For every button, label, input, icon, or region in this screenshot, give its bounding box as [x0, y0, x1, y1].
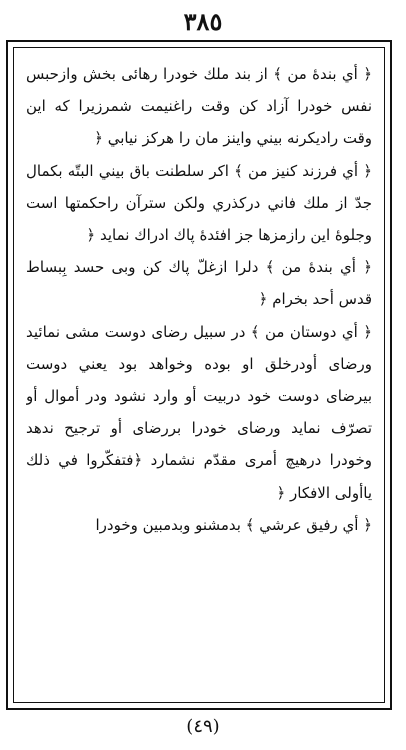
page-number: ٣٨٥	[183, 7, 223, 36]
page-border-outer	[6, 40, 392, 710]
paragraph-4: ﴿ أي دوستان من ﴾ در سبيل رضاى دوست مشى نمائيد ورضاى أودرخلق او بوده وخواهد بود يعني دوست بيرضاى دوست خود دربيت أو وارد نشود ودر أموال أو تصرّف نمايد ورضاى خودرا بررضاى أو ترجيح ندهد وخودرا درهيچ أمرى مقدّم نشمارد ﴿فتفكّروا في ذلك ياأولى الافكار ﴿	[26, 322, 372, 502]
paragraph-2: ﴿ أي فرزند كنيز من ﴾ اكر سلطنت باق بيني البتّه بكمال جدّ از ملك فاني دركذري ولكن سترآن راحكمتها است وجلوهٔ اين رازمزها جز افئدهٔ پاك ادراك نمايد ﴿	[26, 161, 372, 245]
page-border-inner	[13, 47, 385, 703]
paragraph-5: ﴿ أي رفيق عرشي ﴾ بدمشنو وبدمبين وخودرا	[95, 515, 372, 534]
signature-number: (٤٩)	[186, 716, 220, 737]
paragraph-1: ﴿ أي بندهٔ من ﴾ از بند ملك خودرا رهائى بخش وازحبس نفس خودرا آزاد كن وقت راغنيمت شمرزيرا كه اين وقت راديكرنه بيني واينز مان را هركز نيابي ﴿	[26, 65, 372, 148]
paragraph-3: ﴿ أي بندهٔ من ﴾ دلرا ازغلّ پاك كن وبى حسد بِبساط قدس أحد بخرام ﴿	[26, 258, 372, 309]
text-body	[26, 58, 372, 694]
